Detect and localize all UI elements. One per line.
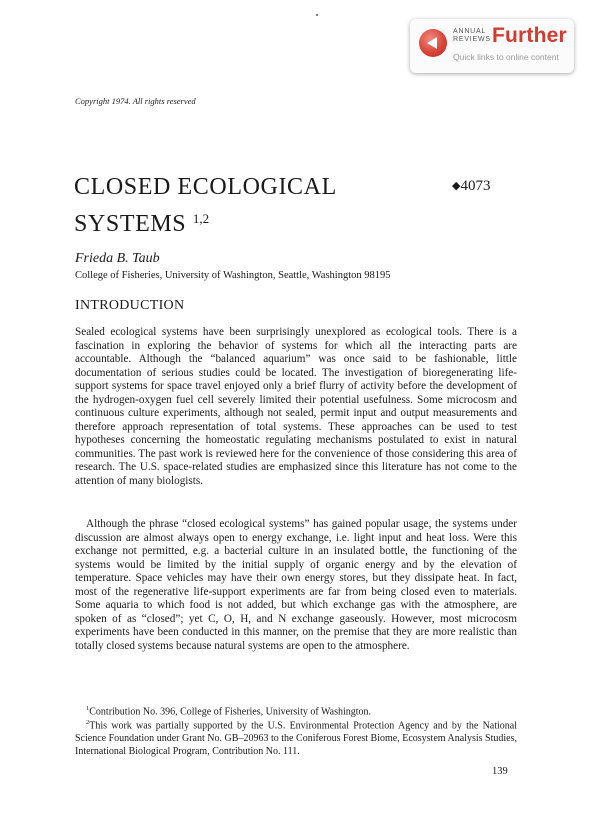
diamond-icon: ◆: [452, 180, 461, 192]
page-number: 139: [492, 766, 508, 777]
footnote-1-mark: 1: [86, 705, 90, 712]
badge-publisher-line1: ANNUAL: [453, 28, 487, 35]
back-arrow-circle-icon[interactable]: [419, 29, 447, 57]
author-affiliation: College of Fisheries, University of Washington, Seattle, Washington 98195: [75, 270, 391, 281]
author-name: Frieda B. Taub: [75, 251, 160, 266]
badge-publisher-line2: REVIEWS: [453, 36, 491, 43]
paragraph-1: Sealed ecological systems have been surprisingly unexplored as ecological tools. There is a fascination in exploring the behavior of systems for which all the interacting parts are accountable. Although the “balanced aquarium” was once said to be fashionable, little documentation of serious studies could be located. The investigation of bioregenerating life-support systems for space travel enjoyed only a brief flurry of activity before the development of the hydrogen-oxygen fuel cell severely limited their potential usefulness. Some microcosm and continuous culture experiments, although not sealed, permit input and output measurements and therefore approach representation of total systems. These approaches can be used to test hypotheses concerning the homeostatic regulating mechanisms postulated to exist in natural communities. The past work is reviewed here for the convenience of those considering this area of research. The U.S. space-related studies are emphasized since this literature has not come to the attention of many biologists.: [75, 326, 517, 487]
badge-further-label[interactable]: Further: [492, 24, 567, 47]
badge-subtitle[interactable]: Quick links to online content: [453, 52, 559, 62]
article-code: [452, 178, 490, 195]
article-title: [74, 172, 337, 240]
section-heading: INTRODUCTION: [75, 298, 185, 313]
title-footnote-marks: 1,2: [192, 211, 210, 226]
footnote-2-mark: 2: [86, 719, 90, 726]
footnote-1-text: Contribution No. 396, College of Fisheries, University of Washington.: [89, 706, 372, 718]
footnote-2: [75, 716, 517, 758]
title-line2: SYSTEMS: [74, 211, 187, 237]
article-code-number: 4073: [460, 178, 491, 194]
stray-dot: [316, 14, 318, 16]
footnote-2-text: This work was partially supported by the U.S. Environmental Protection Agency and by the National Science Foundation under Grant No. GB–20963 to the Coniferous Forest Biome, Ecosystem Analysis Studies, International Biological Program, Contribution No. 111.: [75, 720, 517, 758]
annual-reviews-further-badge[interactable]: [410, 19, 574, 73]
title-line1: CLOSED ECOLOGICAL: [74, 174, 337, 200]
copyright-notice: Copyright 1974. All rights reserved: [75, 96, 196, 106]
paragraph-2: Although the phrase “closed ecological systems” has gained popular usage, the systems under discussion are almost always open to energy exchange, i.e. light input and heat loss. Were this exchange not permitted, e.g. a bacterial culture in an insulated bottle, the functioning of the systems would be limited by the initial supply of organic energy and by the elevation of temperature. Space vehicles may have their own energy stores, but they dissipate heat. In fact, most of the regenerative life-support experiments are far from being closed even to materials. Some aquaria to which food is not added, but which exchange gas with the atmosphere, are spoken of as “closed”; yet C, O, H, and N exchange gaseously. However, most microcosm experiments have been conducted in this manner, on the premise that they are more realistic than totally closed systems because natural systems are open to the atmosphere.: [75, 518, 517, 652]
